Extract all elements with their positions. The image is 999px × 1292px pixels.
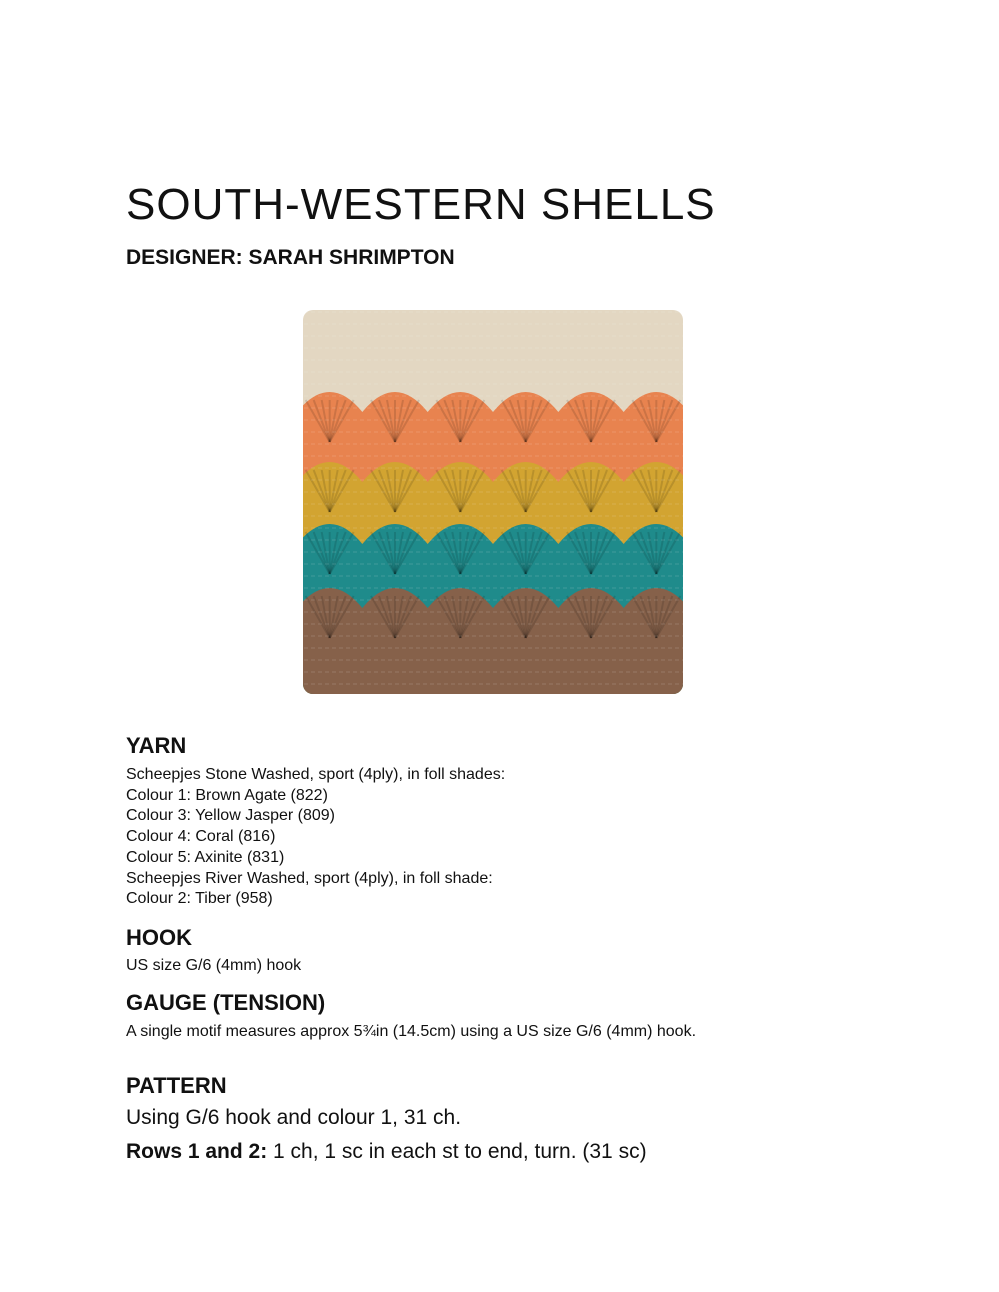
yarn-line: Colour 1: Brown Agate (822) xyxy=(126,786,328,804)
row-label: Rows 1 and 2: xyxy=(126,1140,268,1163)
hook-heading: HOOK xyxy=(126,925,192,950)
yarn-list xyxy=(126,765,505,910)
yarn-line: Scheepjes River Washed, sport (4ply), in foll shade: xyxy=(126,869,493,887)
yarn-line: Colour 5: Axinite (831) xyxy=(126,848,285,866)
gauge-heading: GAUGE (TENSION) xyxy=(126,990,326,1015)
yarn-line: Colour 2: Tiber (958) xyxy=(126,890,273,908)
pattern-intro: Using G/6 hook and colour 1, 31 ch. xyxy=(126,1106,462,1129)
yarn-heading: YARN xyxy=(126,733,187,758)
yarn-line: Colour 4: Coral (816) xyxy=(126,828,276,846)
hook-text: US size G/6 (4mm) hook xyxy=(126,957,302,974)
yarn-line: Colour 3: Yellow Jasper (809) xyxy=(126,807,336,825)
pattern-row-1-2 xyxy=(126,1140,647,1164)
yarn-line: Scheepjes Stone Washed, sport (4ply), in foll shades: xyxy=(126,766,506,783)
gauge-text: A single motif measures approx 5¾in (14.5cm) using a US size G/6 (4mm) hook. xyxy=(126,1023,697,1040)
page-title: SOUTH-WESTERN SHELLS xyxy=(126,180,716,229)
designer-credit: DESIGNER: SARAH SHRIMPTON xyxy=(126,246,455,269)
row-instruction: 1 ch, 1 sc in each st to end, turn. (31 sc) xyxy=(267,1140,647,1163)
crochet-shell-swatch xyxy=(297,304,689,700)
pattern-heading: PATTERN xyxy=(126,1073,227,1098)
